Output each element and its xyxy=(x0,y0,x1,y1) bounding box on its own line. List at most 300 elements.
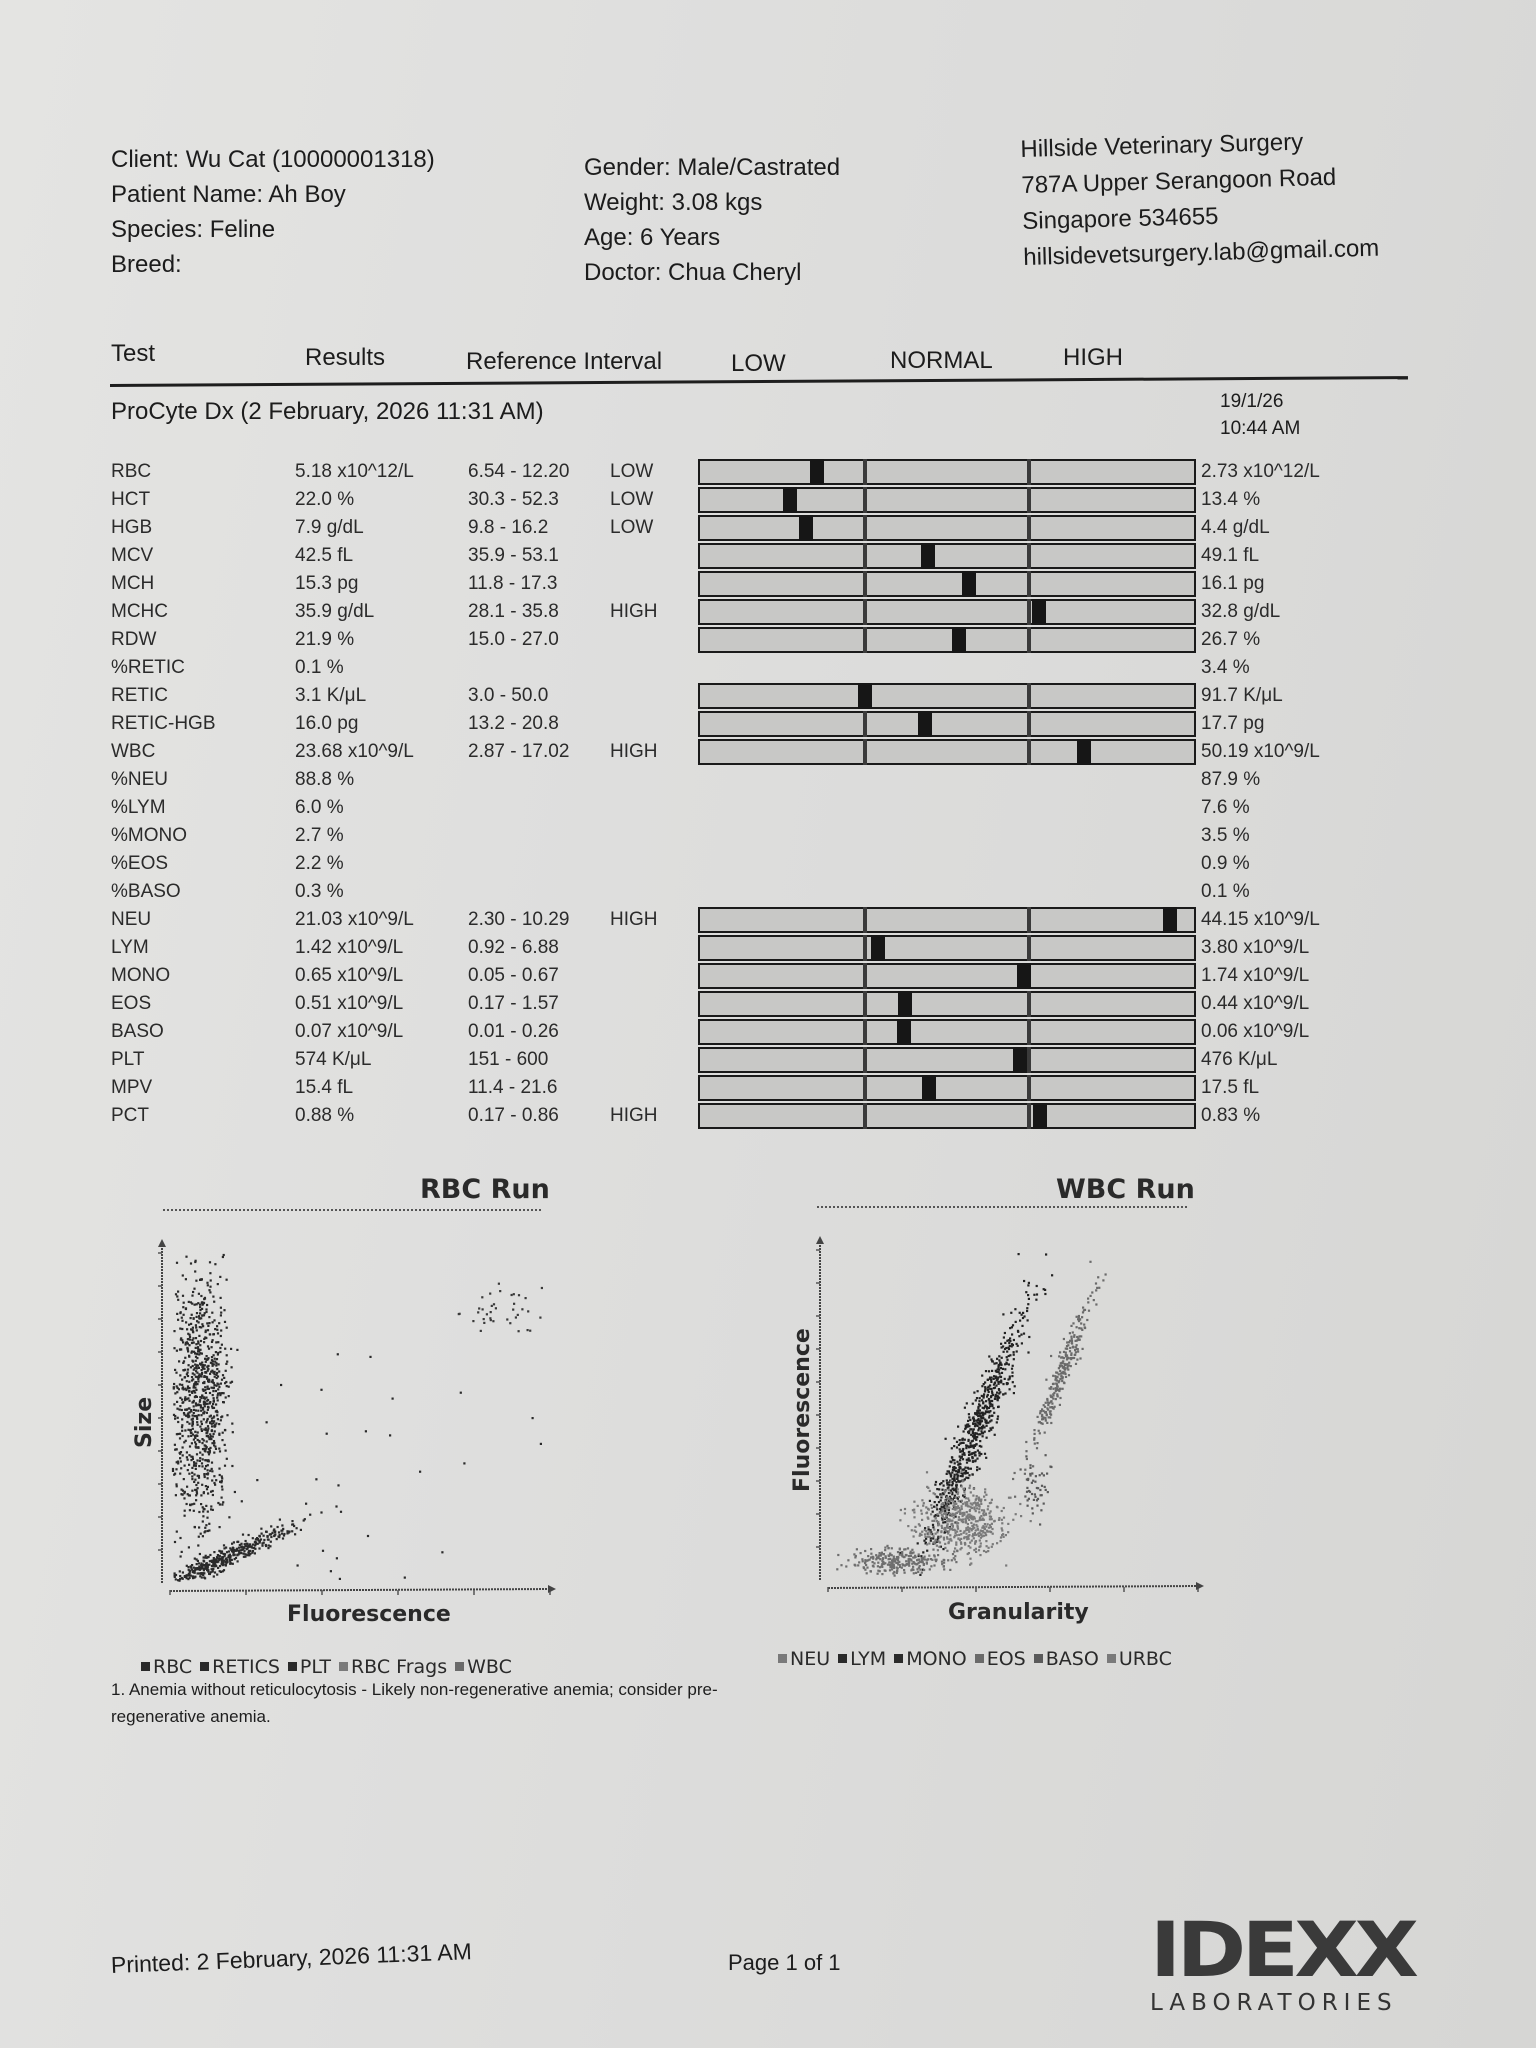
data-point xyxy=(217,1283,219,1285)
data-point xyxy=(217,1418,219,1420)
data-point xyxy=(1078,1327,1080,1329)
range-divider xyxy=(1027,935,1031,961)
data-point xyxy=(195,1443,197,1445)
data-point xyxy=(326,1433,328,1435)
wbc-run-scatter xyxy=(808,1232,1218,1602)
test-name: MCHC xyxy=(111,601,168,622)
data-point xyxy=(966,1462,968,1464)
data-point xyxy=(199,1306,201,1308)
result-row xyxy=(0,683,1536,711)
data-point xyxy=(975,1529,977,1531)
data-point xyxy=(907,1547,909,1549)
data-point xyxy=(232,1563,234,1565)
legend-swatch-icon xyxy=(141,1662,150,1671)
data-point xyxy=(201,1278,203,1280)
data-point xyxy=(294,1533,296,1535)
data-point xyxy=(1075,1346,1077,1348)
data-point xyxy=(213,1442,215,1444)
result-value: 5.18 x10^12/L xyxy=(295,461,414,482)
data-point xyxy=(982,1432,984,1434)
data-point xyxy=(934,1501,936,1503)
data-point xyxy=(961,1439,963,1441)
data-point xyxy=(935,1517,937,1519)
data-point xyxy=(365,1430,367,1432)
data-point xyxy=(956,1534,958,1536)
data-point xyxy=(216,1411,218,1413)
data-point xyxy=(979,1454,981,1456)
data-point xyxy=(916,1568,918,1570)
data-point xyxy=(188,1569,190,1571)
data-point xyxy=(463,1462,465,1464)
data-point xyxy=(972,1440,974,1442)
reference-interval: 2.87 - 17.02 xyxy=(468,741,570,762)
data-point xyxy=(977,1415,979,1417)
result-marker xyxy=(922,1075,936,1101)
data-point xyxy=(218,1434,220,1436)
data-point xyxy=(1098,1287,1100,1289)
data-point xyxy=(1076,1316,1078,1318)
data-point xyxy=(174,1541,176,1543)
wbc-x-axis-label: Granularity xyxy=(948,1600,1089,1625)
data-point xyxy=(189,1339,191,1341)
legend-item xyxy=(770,1648,830,1670)
data-point xyxy=(215,1479,217,1481)
data-point xyxy=(946,1536,948,1538)
data-point xyxy=(246,1548,248,1550)
data-point xyxy=(213,1373,215,1375)
legend-item xyxy=(967,1648,1026,1670)
data-point xyxy=(222,1564,224,1566)
data-point xyxy=(1014,1472,1016,1474)
data-point xyxy=(208,1406,210,1408)
data-point xyxy=(914,1526,916,1528)
data-point xyxy=(898,1561,900,1563)
data-point xyxy=(877,1562,879,1564)
data-point xyxy=(911,1549,913,1551)
data-point xyxy=(492,1320,494,1322)
data-point xyxy=(184,1357,186,1359)
range-divider xyxy=(1027,515,1031,541)
data-point xyxy=(988,1512,990,1514)
data-point xyxy=(192,1414,194,1416)
data-point xyxy=(223,1377,225,1379)
previous-result: 4.4 g/dL xyxy=(1201,517,1270,538)
data-point xyxy=(1003,1536,1005,1538)
data-point xyxy=(1045,1253,1047,1255)
data-point xyxy=(942,1492,944,1494)
data-point xyxy=(194,1352,196,1354)
result-marker xyxy=(799,515,813,541)
data-point xyxy=(959,1448,961,1450)
data-point xyxy=(927,1516,929,1518)
data-point xyxy=(483,1318,485,1320)
data-point xyxy=(191,1342,193,1344)
data-point xyxy=(950,1540,952,1542)
data-point xyxy=(211,1429,213,1431)
data-point xyxy=(1081,1316,1083,1318)
data-point xyxy=(185,1389,187,1391)
data-point xyxy=(179,1537,181,1539)
data-point xyxy=(513,1293,515,1295)
data-point xyxy=(988,1407,990,1409)
data-point xyxy=(212,1422,214,1424)
legend-swatch-icon xyxy=(838,1654,847,1663)
data-point xyxy=(191,1314,193,1316)
cluster-wbc xyxy=(458,1283,543,1333)
data-point xyxy=(975,1510,977,1512)
data-point xyxy=(1042,1423,1044,1425)
data-point xyxy=(220,1314,222,1316)
data-point xyxy=(197,1380,199,1382)
data-point xyxy=(232,1554,234,1556)
data-point xyxy=(989,1410,991,1412)
data-point xyxy=(949,1569,951,1571)
data-point xyxy=(970,1491,972,1493)
data-point xyxy=(189,1577,191,1579)
data-point xyxy=(973,1488,975,1490)
previous-result: 49.1 fL xyxy=(1201,545,1260,566)
data-point xyxy=(929,1536,931,1538)
data-point xyxy=(175,1494,177,1496)
data-point xyxy=(891,1566,893,1568)
result-value: 22.0 % xyxy=(295,489,355,510)
data-point xyxy=(208,1453,210,1455)
data-point xyxy=(240,1543,242,1545)
data-point xyxy=(226,1327,228,1329)
data-point xyxy=(175,1293,177,1295)
data-point xyxy=(199,1363,201,1365)
data-point xyxy=(961,1485,963,1487)
data-point xyxy=(176,1408,178,1410)
data-point xyxy=(229,1559,231,1561)
data-point xyxy=(219,1474,221,1476)
data-point xyxy=(1053,1383,1055,1385)
data-point xyxy=(291,1530,293,1532)
data-point xyxy=(208,1564,210,1566)
data-point xyxy=(1015,1321,1017,1323)
data-point xyxy=(1037,1416,1039,1418)
data-point xyxy=(182,1341,184,1343)
data-point xyxy=(974,1543,976,1545)
data-point xyxy=(196,1453,198,1455)
data-point xyxy=(188,1356,190,1358)
result-row xyxy=(0,655,1536,683)
data-point xyxy=(174,1415,176,1417)
result-value: 574 K/μL xyxy=(295,1049,372,1070)
data-point xyxy=(179,1374,181,1376)
data-point xyxy=(1095,1282,1097,1284)
data-point xyxy=(1004,1368,1006,1370)
data-point xyxy=(185,1321,187,1323)
data-point xyxy=(969,1510,971,1512)
range-divider xyxy=(1027,543,1031,569)
data-point xyxy=(232,1431,234,1433)
data-point xyxy=(932,1524,934,1526)
data-point xyxy=(194,1304,196,1306)
data-point xyxy=(193,1473,195,1475)
data-point xyxy=(888,1555,890,1557)
data-point xyxy=(181,1489,183,1491)
data-point xyxy=(1051,1403,1053,1405)
data-point xyxy=(176,1313,178,1315)
data-point xyxy=(208,1322,210,1324)
data-point xyxy=(200,1404,202,1406)
data-point xyxy=(196,1563,198,1565)
previous-result: 0.44 x10^9/L xyxy=(1201,993,1310,1014)
data-point xyxy=(175,1578,177,1580)
data-point xyxy=(991,1528,993,1530)
data-point xyxy=(928,1555,930,1557)
data-point xyxy=(1039,1432,1041,1434)
data-point xyxy=(1027,1294,1029,1296)
data-point xyxy=(980,1415,982,1417)
data-point xyxy=(1031,1507,1033,1509)
data-point xyxy=(240,1552,242,1554)
data-point xyxy=(1021,1314,1023,1316)
data-point xyxy=(877,1570,879,1572)
data-point xyxy=(238,1551,240,1553)
data-point xyxy=(921,1560,923,1562)
data-point xyxy=(218,1370,220,1372)
data-point xyxy=(320,1511,322,1513)
data-point xyxy=(207,1486,209,1488)
data-point xyxy=(899,1564,901,1566)
data-point xyxy=(207,1511,209,1513)
data-point xyxy=(884,1562,886,1564)
data-point xyxy=(919,1565,921,1567)
previous-result: 32.8 g/dL xyxy=(1201,601,1281,622)
data-point xyxy=(956,1550,958,1552)
data-point xyxy=(245,1553,247,1555)
data-point xyxy=(254,1544,256,1546)
data-point xyxy=(218,1550,220,1552)
data-point xyxy=(974,1501,976,1503)
legend-item xyxy=(331,1656,447,1678)
data-point xyxy=(1031,1482,1033,1484)
data-point xyxy=(1038,1430,1040,1432)
data-point xyxy=(855,1555,857,1557)
cluster-plt xyxy=(174,1505,338,1581)
data-point xyxy=(517,1314,519,1316)
data-point xyxy=(975,1520,977,1522)
data-point xyxy=(988,1370,990,1372)
data-point xyxy=(976,1526,978,1528)
data-point xyxy=(923,1563,925,1565)
data-point xyxy=(217,1394,219,1396)
data-point xyxy=(921,1499,923,1501)
legend-label: BASO xyxy=(1045,1648,1099,1670)
cluster-rbc xyxy=(172,1254,239,1573)
range-divider xyxy=(1027,459,1031,485)
data-point xyxy=(933,1535,935,1537)
data-point xyxy=(901,1567,903,1569)
data-point xyxy=(953,1476,955,1478)
data-point xyxy=(896,1570,898,1572)
data-point xyxy=(923,1502,925,1504)
data-point xyxy=(1020,1334,1022,1336)
data-point xyxy=(175,1468,177,1470)
data-point xyxy=(984,1532,986,1534)
data-point xyxy=(953,1551,955,1553)
previous-result: 0.1 % xyxy=(1201,881,1250,902)
data-point xyxy=(218,1468,220,1470)
data-point xyxy=(518,1330,520,1332)
data-point xyxy=(940,1531,942,1533)
data-point xyxy=(958,1516,960,1518)
data-point xyxy=(223,1401,225,1403)
data-point xyxy=(1024,1495,1026,1497)
data-point xyxy=(979,1440,981,1442)
data-point xyxy=(959,1439,961,1441)
result-value: 2.2 % xyxy=(295,853,344,874)
data-point xyxy=(238,1547,240,1549)
data-point xyxy=(930,1504,932,1506)
data-point xyxy=(176,1385,178,1387)
previous-result-date xyxy=(1220,388,1300,442)
result-marker xyxy=(1163,907,1177,933)
data-point xyxy=(194,1558,196,1560)
data-point xyxy=(179,1570,181,1572)
data-point xyxy=(1028,1336,1030,1338)
data-point xyxy=(224,1553,226,1555)
data-point xyxy=(985,1494,987,1496)
data-point xyxy=(936,1513,938,1515)
data-point xyxy=(186,1456,188,1458)
data-point xyxy=(968,1519,970,1521)
data-point xyxy=(209,1333,211,1335)
data-point xyxy=(191,1490,193,1492)
data-point xyxy=(979,1554,981,1556)
data-point xyxy=(1032,1512,1034,1514)
data-point xyxy=(239,1549,241,1551)
data-point xyxy=(991,1523,993,1525)
data-point xyxy=(224,1444,226,1446)
data-point xyxy=(277,1526,279,1528)
data-point xyxy=(202,1564,204,1566)
data-point xyxy=(194,1489,196,1491)
data-point xyxy=(197,1544,199,1546)
data-point xyxy=(1061,1365,1063,1367)
clinic-email[interactable]: hillsidevetsurgery.lab@gmail.com xyxy=(1022,234,1380,271)
data-point xyxy=(960,1543,962,1545)
data-point xyxy=(201,1484,203,1486)
data-point xyxy=(976,1458,978,1460)
data-point xyxy=(1014,1308,1016,1310)
data-point xyxy=(899,1554,901,1556)
data-point xyxy=(1029,1464,1031,1466)
data-point xyxy=(954,1509,956,1511)
data-point xyxy=(1059,1388,1061,1390)
data-point xyxy=(198,1367,200,1369)
data-point xyxy=(1088,1310,1090,1312)
data-point xyxy=(971,1457,973,1459)
test-name: %RETIC xyxy=(111,657,185,678)
data-point xyxy=(917,1559,919,1561)
data-point xyxy=(973,1537,975,1539)
data-point xyxy=(190,1262,192,1264)
data-point xyxy=(202,1304,204,1306)
data-point xyxy=(991,1546,993,1548)
result-row xyxy=(0,991,1536,1019)
data-point xyxy=(1069,1347,1071,1349)
result-value: 21.03 x10^9/L xyxy=(295,909,414,930)
data-point xyxy=(949,1465,951,1467)
data-point xyxy=(1071,1338,1073,1340)
data-point xyxy=(200,1375,202,1377)
result-value: 88.8 % xyxy=(295,769,355,790)
data-point xyxy=(1082,1348,1084,1350)
data-point xyxy=(196,1357,198,1359)
test-name: MCH xyxy=(111,573,155,594)
data-point xyxy=(173,1403,175,1405)
data-point xyxy=(202,1325,204,1327)
data-point xyxy=(197,1482,199,1484)
data-point xyxy=(214,1559,216,1561)
data-point xyxy=(220,1329,222,1331)
data-point xyxy=(260,1528,262,1530)
data-point xyxy=(305,1503,307,1505)
data-point xyxy=(206,1359,208,1361)
data-point xyxy=(988,1391,990,1393)
data-point xyxy=(891,1568,893,1570)
data-point xyxy=(202,1535,204,1537)
data-point xyxy=(207,1469,209,1471)
data-point xyxy=(931,1507,933,1509)
data-point xyxy=(211,1468,213,1470)
data-point xyxy=(952,1525,954,1527)
data-point xyxy=(996,1362,998,1364)
data-point xyxy=(1075,1351,1077,1353)
data-point xyxy=(962,1512,964,1514)
data-point xyxy=(989,1415,991,1417)
data-point xyxy=(1039,1523,1041,1525)
data-point xyxy=(330,1570,332,1572)
data-point xyxy=(938,1501,940,1503)
data-point xyxy=(946,1520,948,1522)
data-point xyxy=(1012,1478,1014,1480)
data-point xyxy=(220,1335,222,1337)
data-point xyxy=(179,1409,181,1411)
data-point xyxy=(1025,1441,1027,1443)
data-point xyxy=(195,1347,197,1349)
data-point xyxy=(1056,1372,1058,1374)
data-point xyxy=(951,1523,953,1525)
data-point xyxy=(913,1511,915,1513)
idexx-logo xyxy=(1150,1905,1415,2016)
data-point xyxy=(195,1484,197,1486)
data-point xyxy=(965,1533,967,1535)
data-point xyxy=(1070,1336,1072,1338)
data-point xyxy=(1008,1497,1010,1499)
data-point xyxy=(957,1493,959,1495)
data-point xyxy=(199,1426,201,1428)
data-point xyxy=(899,1548,901,1550)
data-point xyxy=(968,1413,970,1415)
data-point xyxy=(1020,1468,1022,1470)
data-point xyxy=(203,1401,205,1403)
data-point xyxy=(928,1542,930,1544)
result-value: 0.65 x10^9/L xyxy=(295,965,404,986)
data-point xyxy=(881,1573,883,1575)
data-point xyxy=(956,1446,958,1448)
data-point xyxy=(891,1561,893,1563)
data-point xyxy=(184,1465,186,1467)
data-point xyxy=(188,1387,190,1389)
result-marker xyxy=(1032,599,1046,625)
data-point xyxy=(1039,1474,1041,1476)
data-point xyxy=(197,1424,199,1426)
data-point xyxy=(933,1564,935,1566)
